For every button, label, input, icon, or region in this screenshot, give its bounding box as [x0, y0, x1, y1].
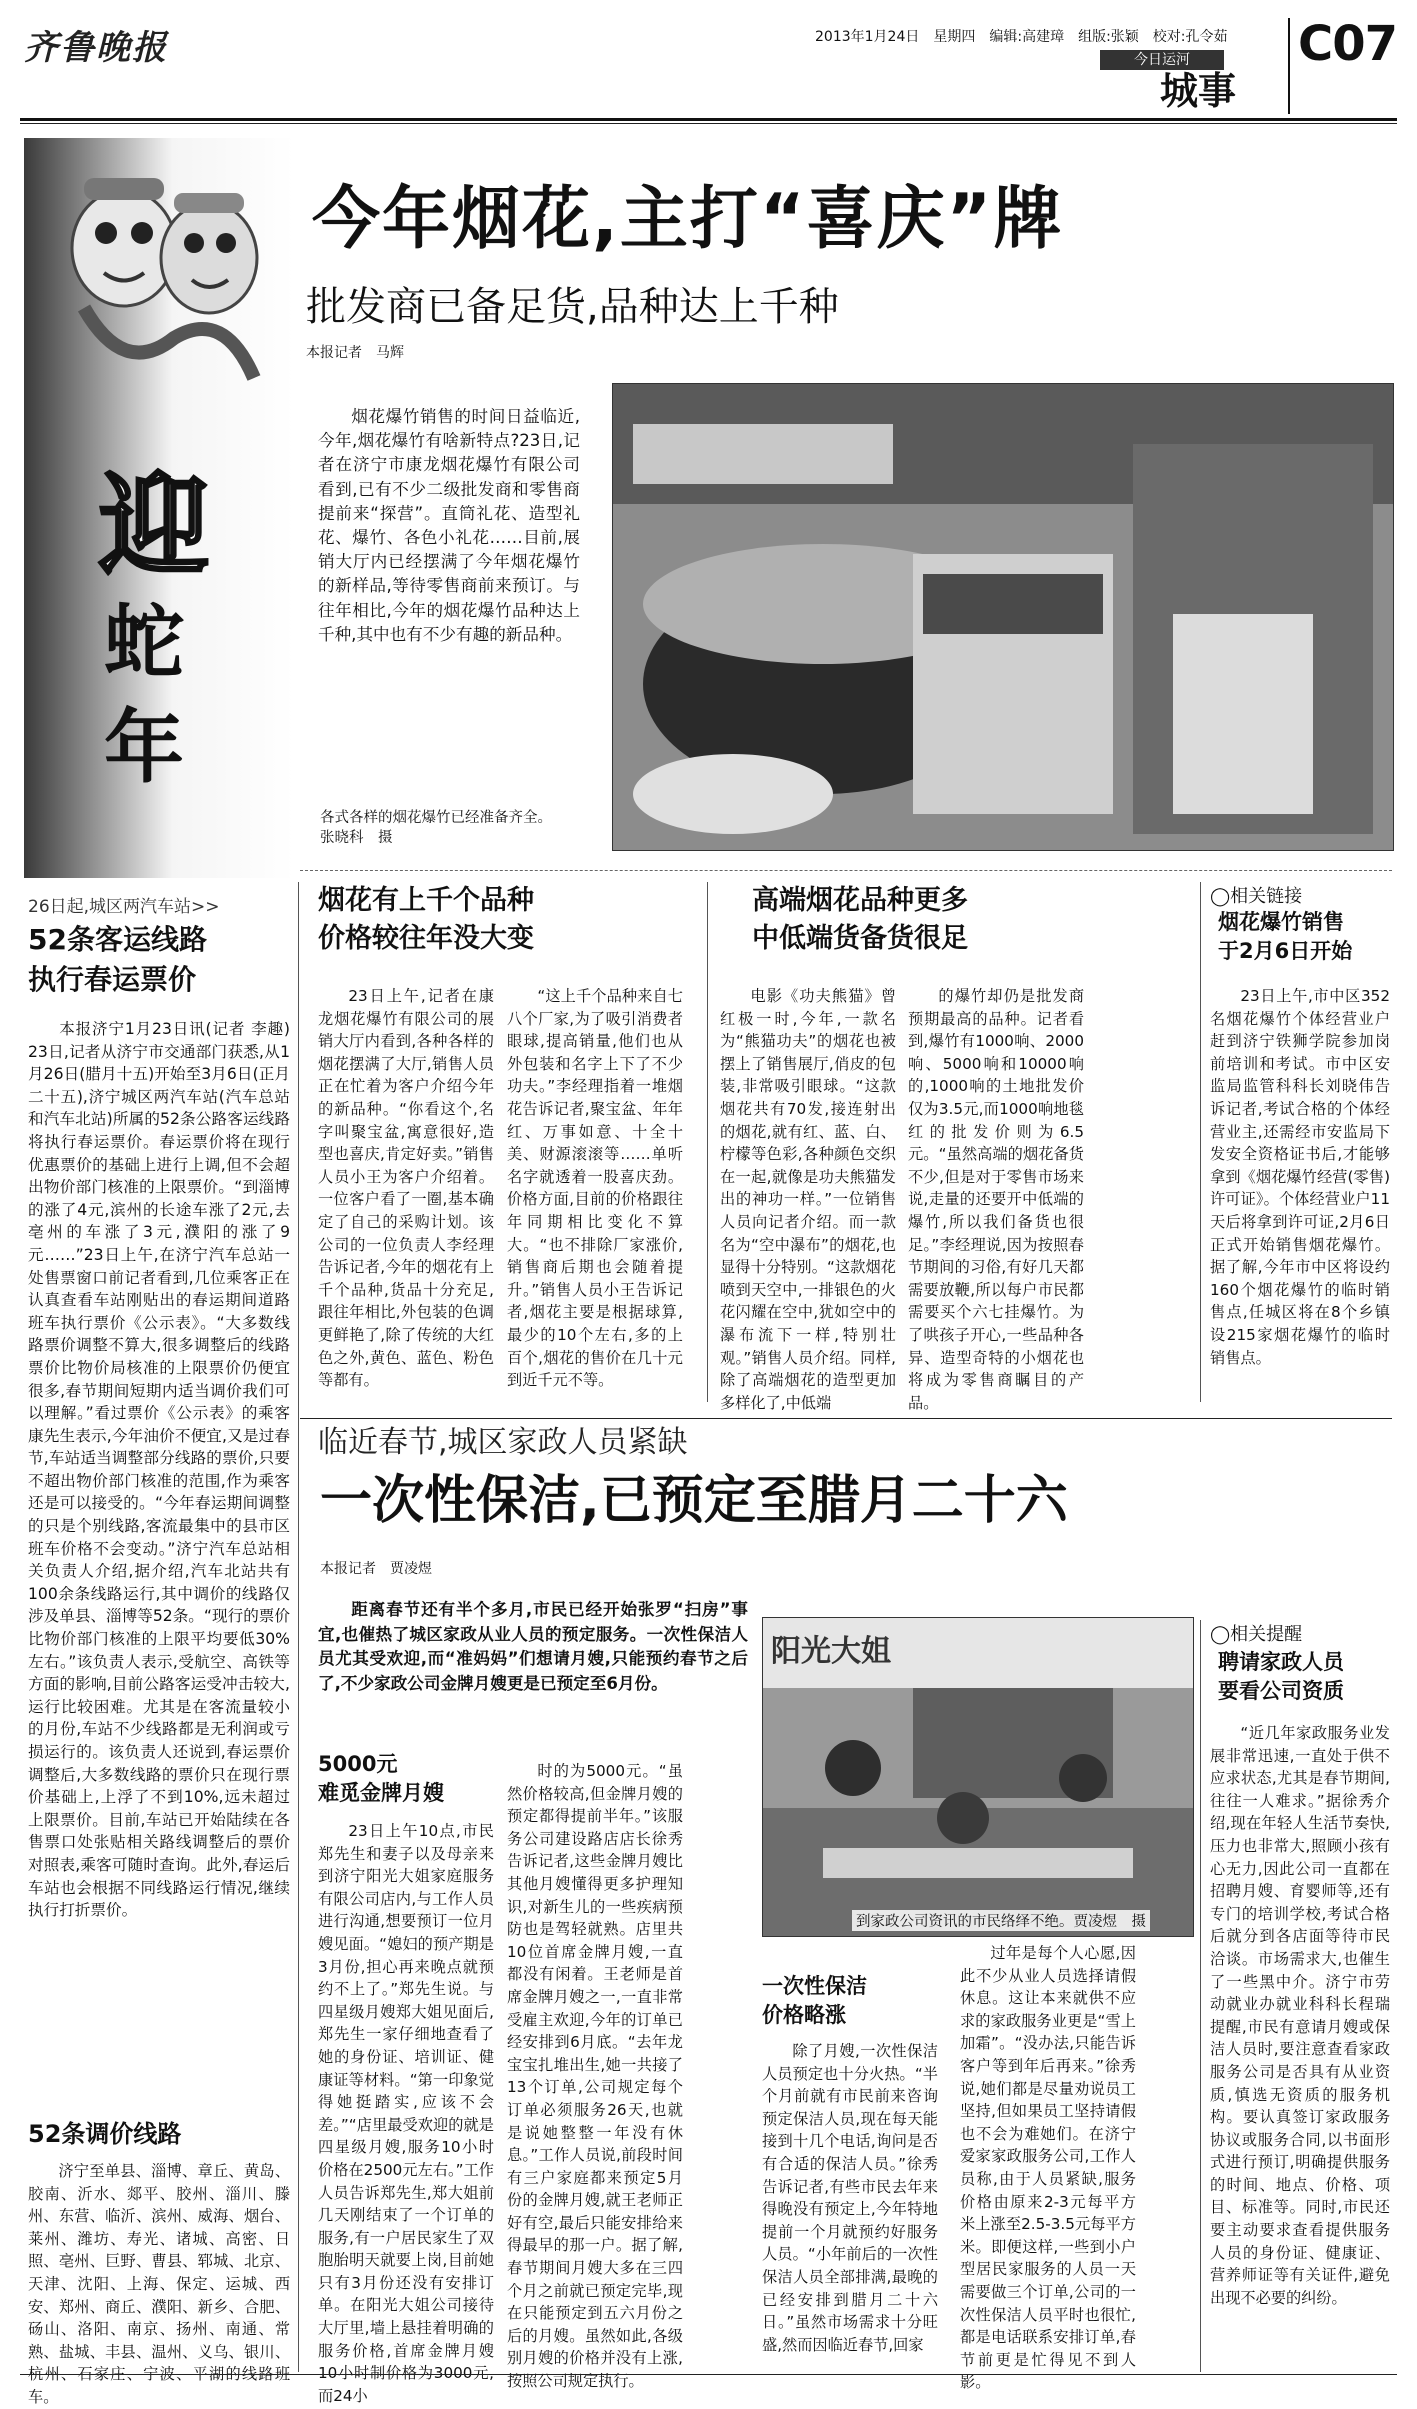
related-link-body: 23日上午,市中区352名烟花爆竹个体经营业户赶到济宁铁狮学院参加岗前培训和考试。市中区安监局监管科科长刘晓伟告诉记者,考试合格的个体经营业主,还需经市安监局下发安全资格证书后,才能够拿到《烟花爆竹经营(零售)许可证》。个体经营业户11天后将拿到许可证,2月6日正式开始销售烟花爆竹。据了解,今年市中区将设约160个烟花爆竹的临时销售点,任城区将在8个乡镇设215家烟花爆竹的临时销售点。: [1210, 987, 1390, 1367]
second-intro: 距离春节还有半个多月,市民已经开始张罗“扫房”事宜,也催热了城区家政从业人员的预定服务。一次性保洁人员尤其受欢迎,而“准妈妈”们想请月嫂,只能预约春节之后了,不少家政公司金牌月嫂更是已预定至6月份。: [318, 1600, 748, 1693]
sunshine-sister-sign: 阳光大姐: [771, 1634, 891, 1669]
second-section2-title: 一次性保洁 价格略涨: [762, 1974, 867, 2027]
bullet-circle-icon: ◯: [1210, 1624, 1231, 1645]
lead-section2-col2: 的爆竹却仍是批发商预期最高的品种。记者看到,爆竹有1000响、2000响、5000响和10000响的,1000响的土地批发价仅为3.5元,而1000响地毯红的批发价则为6.5元。“虽然高端的烟花备货不少,但是对于零售市场来说,走量的还要开中低端的爆竹,所以我们备货也很足。”李经理说,因为按照春节期间的习俗,有好几天都需要放鞭,所以每户市民都需要买个六七挂爆竹。为了哄孩子开心,一些品种各异、造型奇特的小烟花也将成为零售商瞩目的产品。: [908, 987, 1084, 1412]
photo-placeholder-art: [613, 384, 1393, 850]
related-tip-body: “近几年家政服务业发展非常迅速,一直处于供不应求状态,尤其是春节期间,往往一人难求。”据徐秀介绍,现在年轻人生活节奏快,压力也非常大,照顾小孩有心无力,因此公司一直都在招聘月嫂、育婴师等,还有专门的培训学校,考试合格后就分到各店面等待市民洽谈。市场需求大,也催生了一些黑中介。济宁市劳动就业办就业科科长程瑞提醒,市民有意请月嫂或保洁人员时,要注意查看家政服务公司是否具有从业资质,慎选无资质的服务机构。要认真签订家政服务协议或服务合同,以书面形式进行预订,明确提供服务的时间、地点、价格、项目、标准等。同时,市民还要主动要求查看提供服务人员的身份证、健康证、营养师证等有关证件,避免出现不必要的纠纷。: [1210, 1724, 1390, 2307]
section-tag: 今日运河: [1100, 50, 1224, 70]
bus-body: 本报济宁1月23日讯(记者 李趣) 23日,记者从济宁市交通部门获悉,从1月26日(腊月十五)开始至3月6日(正月二十五),济宁城区两汽车站(汽车总站和汽车北站)所属的52条公路客运线路将执行春运票价。春运票价将在现行优惠票价的基础上进行上调,但不会超出物价部门核准的上限票价。“到淄博的涨了4元,滨州的长途车涨了2元,去亳州的车涨了3元,濮阳的涨了9元……”23日上午,在济宁汽车总站一处售票窗口前记者看到,几位乘客正在认真查看车站刚贴出的春运期间道路班车执行票价《公示表》。“大多数线路票价调整不算大,很多调整后的线路票价比物价局核准的上限票价仍便宜很多,春节期间短期内适当调价我们可以理解。”看过票价《公示表》的乘客康先生表示,今年油价不便宜,又是过春节,车站适当调整部分线路的票价,只要不超出物价部门核准的范围,作为乘客还是可以接受的。“今年春运期间调整的只是个别线路,客流最集中的县市区班车价格不会变动。”济宁汽车总站相关负责人介绍,据介绍,汽车北站共有100余条线路运行,其中调价的线路仅涉及单县、淄博等52条。“现行的票价比物价部门核准的上限平均要低30%左右。”该负责人表示,受航空、高铁等方面的影响,目前公路客运受冲击较大,运行比较困难。尤其是在客流量较小的月份,车站不少线路都是无利润或亏损运行的。该负责人还说到,春运票价调整后,大多数线路的票价只在现行票价基础上,上浮了不到10%,远未超过上限票价。目前,车站已开始陆续在各售票口处张贴相关路线调整后的票价对照表,乘客可随时查询。此外,春运后车站也会根据不同线路运行情况,继续执行打折票价。: [28, 1020, 290, 1920]
snake-mascot-illustration: [24, 138, 294, 428]
second-section2-col2: 过年是每个人心愿,因此不少从业人员选择请假休息。这让本来就供不应求的家政服务业更是“雪上加霜”。“没办法,只能告诉客户等到年后再来。”徐秀说,她们都是尽量劝说员工坚持,但如果员工坚持请假也不会为难她们。在济宁爱家家政服务公司,工作人员称,由于人员紧缺,服务价格由原来2-3元每平方米上涨至2.5-3.5元每平方米。即便这样,一些到小户型居民家服务的人员一天需要做三个订单,公司的一次性保洁人员平时也很忙,都是电话联系安排订单,春节前更是忙得见不到人影。: [960, 1944, 1136, 2392]
snake-year-banner: [24, 138, 294, 878]
lead-section1-col1: 23日上午,记者在康龙烟花爆竹有限公司的展销大厅内看到,各种各样的烟花摆满了大厅,销售人员正在忙着为客户介绍今年的新品种。“你看这个,名字叫聚宝盆,寓意很好,造型也喜庆,肯定好卖。”销售人员小王为客户介绍着。一位客户看了一圈,基本确定了自己的采购计划。该公司的一位负责人李经理告诉记者,今年的烟花有上千个品种,货品十分充足,跟往年相比,外包装的色调更鲜艳了,除了传统的大红色之外,黄色、蓝色、粉色等都有。: [318, 987, 494, 1390]
section-name: 城事: [1160, 69, 1237, 113]
banner-char-she: 蛇: [104, 596, 184, 689]
second-byline: 本报记者 贾凌煜: [320, 1561, 432, 1577]
lead-byline: 本报记者 马辉: [306, 345, 404, 361]
bus-headline: 52条客运线路 执行春运票价: [28, 923, 207, 996]
lead-subhead: 批发商已备足货,品种达上千种: [306, 284, 839, 330]
lead-section2-title: 高端烟花品种更多 中低端货备货很足: [752, 885, 968, 954]
related-link-tag: ◯相关链接: [1210, 886, 1303, 907]
second-section2-col1: 除了月嫂,一次性保洁人员预定也十分火热。“半个月前就有市民前来咨询预定保洁人员,现在每天能接到十几个电话,询问是否有合适的保洁人员。”徐秀告诉记者,有些市民去年来得晚没有预定上,今年特地提前一个月就预约好服务人员。“小年前后的一次性保洁人员全部排满,最晚的已经安排到腊月二十六日。”虽然市场需求十分旺盛,然而因临近春节,回家: [762, 2042, 938, 2354]
related-tip-tag: ◯相关提醒: [1210, 1624, 1303, 1645]
related-tip-title: 聘请家政人员 要看公司资质: [1218, 1650, 1344, 1703]
related-link-title: 烟花爆竹销售 于2月6日开始: [1218, 910, 1353, 963]
housekeeping-office-photo: [762, 1617, 1194, 1937]
newspaper-logo: 齐鲁晚报: [24, 28, 168, 68]
second-section1-col2: 时的为5000元。“虽然价格较高,但金牌月嫂的预定都得提前半年。”该服务公司建设路店店长徐秀告诉记者,这些金牌月嫂比其他月嫂懂得更多护理知识,对新生儿的一些疾病预防也是驾轻就熟。店里共10位首席金牌月嫂,一直都没有闲着。王老师是首席金牌月嫂之一,一直非常受雇主欢迎,今年的订单已经安排到6月底。“去年龙宝宝扎堆出生,她一共接了13个订单,公司规定每个订单必须服务26天,也就是说她整整一年没有休息。”工作人员说,前段时间有三户家庭都来预定5月份的金牌月嫂,就王老师正好有空,最后只能安排给来得最早的那一户。据了解,春节期间月嫂大多在三四个月之前就已预定完毕,现在只能预定到五六月份之后的月嫂。虽然如此,各级别月嫂的价格并没有上涨,按照公司规定执行。: [507, 1762, 683, 2391]
bus-list-title: 52条调价线路: [28, 2120, 182, 2148]
photo-caption-lead: 各式各样的烟花爆竹已经准备齐全。 张晓科 摄: [320, 808, 605, 848]
lead-intro: 烟花爆竹销售的时间日益临近,今年,烟花爆竹有啥新特点?23日,记者在济宁市康龙烟花爆竹有限公司看到,已有不少二级批发商和零售商提前来“探营”。直筒礼花、造型礼花、爆竹、各色小礼花……目前,展销大厅内已经摆满了今年烟花爆竹的新样品,等待零售商前来预订。与往年相比,今年的烟花爆竹品种达上千种,其中也有不少有趣的新品种。: [318, 407, 580, 644]
second-kicker: 临近春节,城区家政人员紧缺: [318, 1425, 688, 1460]
banner-char-nian: 年: [104, 701, 184, 794]
banner-char-ying: 迎: [99, 461, 209, 590]
photo-credit-lead: 张晓科 摄: [320, 830, 393, 846]
date-line: 2013年1月24日 星期四 编辑:高建璋 组版:张颖 校对:孔令茹: [815, 29, 1228, 45]
page-number: C07: [1298, 16, 1398, 72]
bullet-circle-icon: ◯: [1210, 886, 1231, 907]
lead-headline: 今年烟花,主打“喜庆”牌: [312, 180, 1064, 259]
lead-section1-title: 烟花有上千个品种 价格较往年没大变: [318, 885, 534, 954]
second-section1-col1: 23日上午10点,市民郑先生和妻子以及母亲来到济宁阳光大姐家庭服务有限公司店内,与工作人员进行沟通,想要预订一位月嫂见面。“媳妇的预产期是3月份,担心再来晚点就预约不上了。”郑先生说。与四星级月嫂郑大姐见面后,郑先生一家仔细地查看了她的身份证、培训证、健康证等材料。“第一印象觉得她挺踏实,应该不会差。”“店里最受欢迎的就是四星级月嫂,服务10小时价格在2500元左右。”工作人员告诉郑先生,郑大姐前几天刚结束了一个订单的服务,有一户居民家生了双胞胎明天就要上岗,目前她只有3月份还没有安排订单。在阳光大姐公司接待大厅里,墙上悬挂着明确的服务价格,首席金牌月嫂10小时制价格为3000元,而24小: [318, 1822, 494, 2405]
bus-list-body: 济宁至单县、淄博、章丘、黄岛、胶南、沂水、郯平、胶州、淄川、滕州、东营、临沂、滨州、威海、烟台、莱州、潍坊、寿光、诸城、高密、日照、亳州、巨野、曹县、郓城、北京、天津、沈阳、上海、保定、运城、西安、郑州、商丘、濮阳、新乡、合肥、砀山、洛阳、南京、扬州、南通、常熟、盐城、丰县、温州、义乌、银川、杭州、石家庄、宁波、平湖的线路班车。: [28, 2162, 290, 2406]
photo-caption-second: 到家政公司资讯的市民络绎不绝。贾凌煜 摄: [852, 1910, 1150, 1931]
lead-section1-col2: “这上千个品种来自七八个厂家,为了吸引消费者眼球,提高销量,他们也从外包装和名字上下了不少功夫。”李经理指着一堆烟花告诉记者,聚宝盆、年年红、万事如意、十全十美、财源滚滚等……单听名字就透着一股喜庆劲。价格方面,目前的价格跟往年同期相比变化不算大。“也不排除厂家涨价,销售商后期也会随着提升。”销售人员小王告诉记者,烟花主要是根据球算,最少的10个左右,多的上百个,烟花的售价在几十元到近千元不等。: [507, 987, 683, 1390]
second-headline: 一次性保洁,已预定至腊月二十六: [320, 1471, 1068, 1531]
fireworks-shop-photo: [612, 383, 1394, 851]
second-section1-title: 5000元 难觅金牌月嫂: [318, 1752, 444, 1805]
bus-kicker: 26日起,城区两汽车站>>: [28, 897, 220, 917]
lead-section2-col1: 电影《功夫熊猫》曾红极一时,今年,一款名为“熊猫功夫”的烟花也被摆上了销售展厅,俏皮的包装,非常吸引眼球。“这款烟花共有70发,接连射出的烟花,就有红、蓝、白、柠檬等色彩,各种颜色交织在一起,就像是功夫熊猫发出的神功一样。”一位销售人员向记者介绍。而一款名为“空中瀑布”的烟花,也显得十分特别。“这款烟花喷到天空中,一排银色的火花闪耀在空中,犹如空中的瀑布流下一样,特别壮观。”销售人员介绍。同样,除了高端烟花的造型更加多样化了,中低端: [720, 987, 896, 1412]
